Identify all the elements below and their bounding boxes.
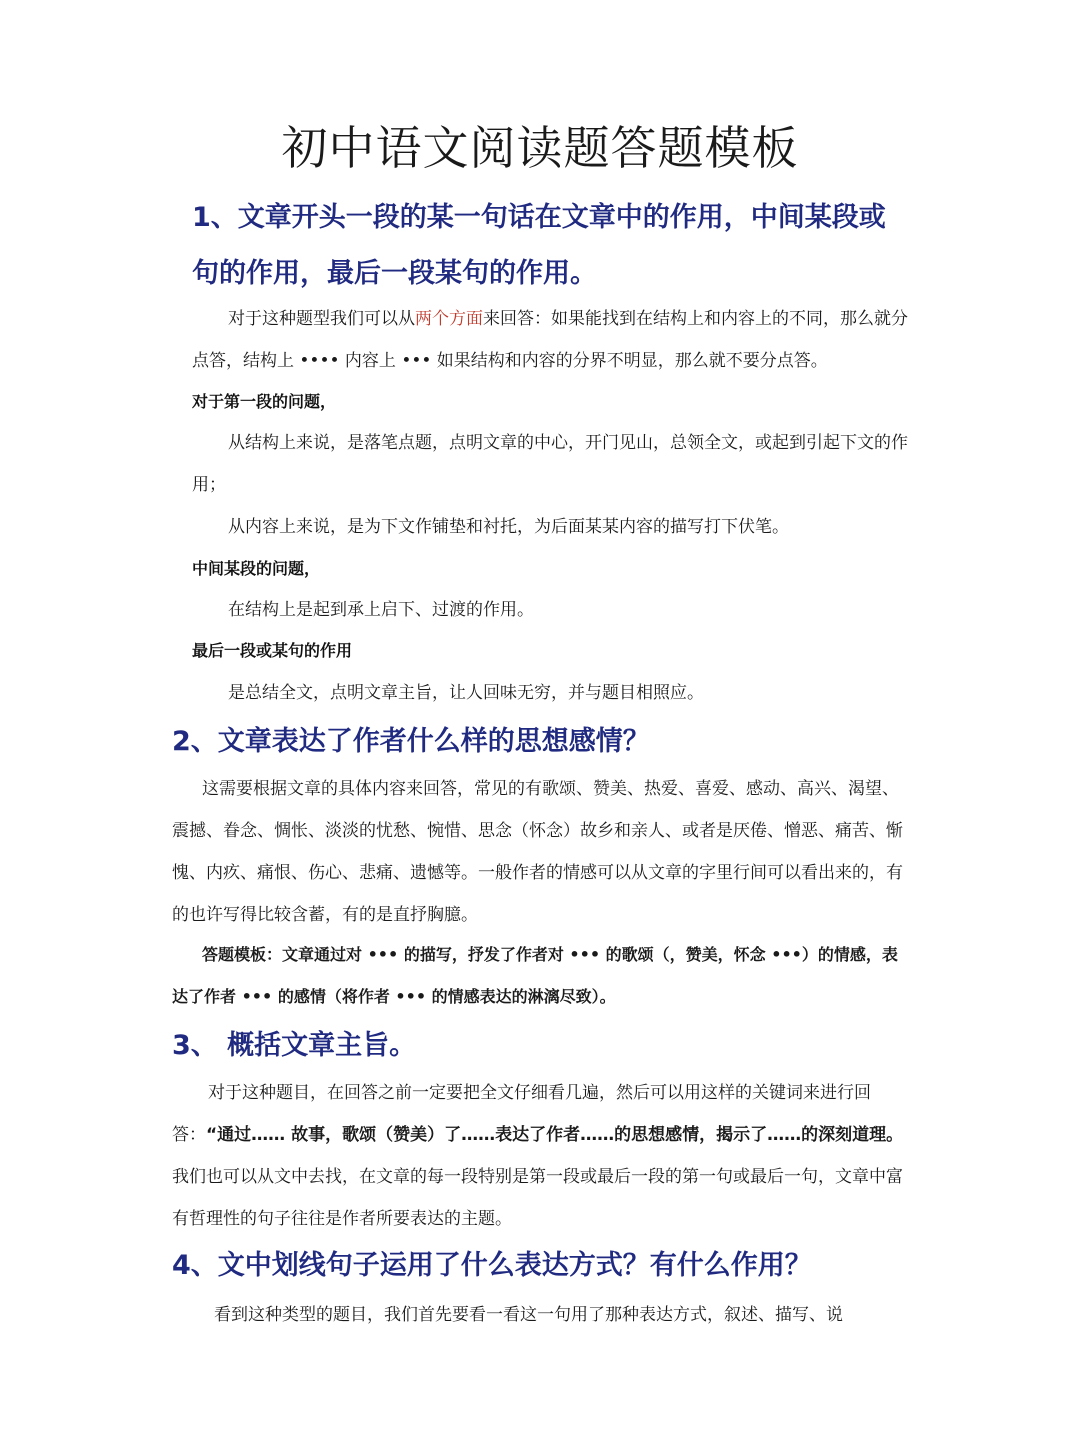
section-3-keywords: “通过…… 故事，歌颂（赞美）了……表达了作者……的思想感情，揭示了……的深刻道理。 bbox=[206, 1125, 904, 1145]
last-paragraph-text: 是总结全文，点明文章主旨，让人回味无穷，并与题目相照应。 bbox=[228, 683, 704, 703]
first-paragraph-label: 对于第一段的问题， bbox=[192, 392, 337, 411]
page-title: 初中语文阅读题答题模板 bbox=[281, 121, 799, 175]
section-2-heading: 2、文章表达了作者什么样的思想感情？ bbox=[172, 726, 650, 757]
section-2-body: 这需要根据文章的具体内容来回答，常见的有歌颂、赞美、热爱、喜爱、感动、高兴、渴望、震撼、眷念、惆怅、淡淡的忧愁、惋惜、思念（怀念）故乡和亲人、或者是厌倦、憎恶、痛苦、惭愧、内疚、痛恨、伤心、悲痛、遗憾等。一般作者的情感可以从文章的字里行间可以看出来的，有的也许写得比较含蓄，有的是直抒胸臆。 bbox=[172, 779, 903, 925]
last-paragraph-label: 最后一段或某句的作用 bbox=[192, 641, 353, 660]
section-2-template: 答题模板：文章通过对 ••• 的描写，抒发了作者对 ••• 的歌颂（，赞美，怀念 •••）的情感，表达了作者 ••• 的感情（将作者 ••• 的情感表达的淋漓尽致）。 bbox=[172, 945, 898, 1006]
intro-text-b: 来回答：如果能找到在结构上和内容上的不同，那么就分点答，结构上 •••• 内容上 ••• 如果结构和内容的分界不明显，那么就不要分点答。 bbox=[192, 309, 908, 371]
section-3-body bbox=[172, 1072, 912, 1240]
first-paragraph-content: 从内容上来说，是为下文作铺垫和衬托，为后面某某内容的描写打下伏笔。 bbox=[228, 517, 789, 537]
intro-text-a: 对于这种题型我们可以从 bbox=[228, 309, 415, 329]
intro-highlight: 两个方面 bbox=[415, 309, 483, 329]
section-4-heading: 4、文中划线句子运用了什么表达方式？有什么作用？ bbox=[172, 1250, 812, 1281]
section-1-heading: 1、文章开头一段的某一句话在文章中的作用，中间某段或句的作用，最后一段某句的作用。 bbox=[192, 202, 886, 289]
section-3-body-a: 对于这种题目，在回答之前一定要把全文仔细看几遍，然后可以用这样的关键词来进行回答： bbox=[172, 1083, 871, 1145]
middle-paragraph-text: 在结构上是起到承上启下、过渡的作用。 bbox=[228, 600, 534, 620]
section-4-body: 看到这种类型的题目，我们首先要看一看这一句用了那种表达方式，叙述、描写、说 bbox=[214, 1305, 843, 1325]
section-3-body-b: 我们也可以从文中去找，在文章的每一段特别是第一段或最后一段的第一句或最后一句，文章中富有哲理性的句子往往是作者所要表达的主题。 bbox=[172, 1167, 903, 1229]
section-3-heading: 3、 概括文章主旨。 bbox=[172, 1030, 417, 1061]
first-paragraph-structure: 从结构上来说，是落笔点题，点明文章的中心，开门见山，总领全文，或起到引起下文的作用； bbox=[192, 433, 908, 495]
middle-paragraph-label: 中间某段的问题， bbox=[192, 559, 321, 578]
section-1-intro bbox=[192, 298, 912, 382]
